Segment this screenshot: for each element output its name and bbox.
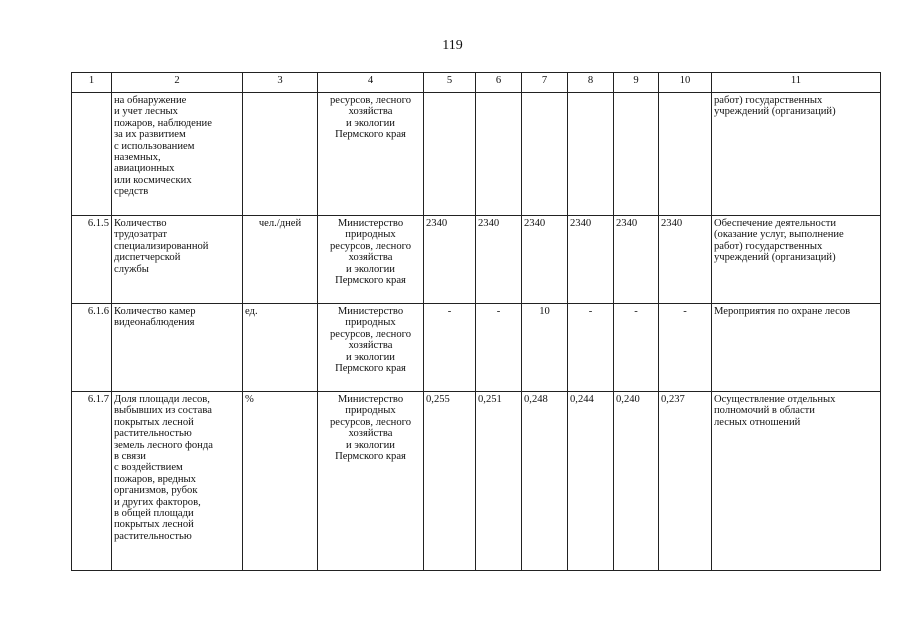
header-cell: 1 [72,73,112,93]
note-text: работ) государственных учреждений (организаций) [714,95,836,118]
agency-cell [318,216,424,304]
note-text: Обеспечение деятельности (оказание услуг, выполнение работ) государственных учреждений (организаций) [714,218,844,264]
agency-name: Министерство природных ресурсов, лесного хозяйства и экологии Пермского края [329,218,411,287]
header-cell: 10 [659,73,712,93]
value-cell: 2340 [659,216,712,304]
agency-cell [318,392,424,571]
header-cell: 9 [614,73,659,93]
agency-cell [318,93,424,216]
table-row [72,93,881,216]
value-cell [424,93,476,216]
header-cell: 5 [424,73,476,93]
value-cell: - [424,304,476,392]
table-row [72,304,881,392]
value-cell: 2340 [522,216,568,304]
note-text: Мероприятия по охране лесов [714,306,851,317]
value-cell [568,93,614,216]
value-cell: - [659,304,712,392]
value-cell: 2340 [568,216,614,304]
value-cell: 10 [522,304,568,392]
unit-cell: чел./дней [243,216,318,304]
indicator-name: на обнаружение и учет лесных пожаров, наблюдение за их развитием с использованием наземных, авиационных или космических средств [114,95,212,198]
header-cell: 4 [318,73,424,93]
header-cell: 2 [112,73,243,93]
page-number: 119 [442,38,463,53]
value-cell [659,93,712,216]
note-text: Осуществление отдельных полномочий в области лесных отношений [714,394,836,428]
indicator-name: Доля площади лесов, выбывших из состава покрытых лесной растительностью земель лесного фонда в связи с воздействием пожаров, вредных организмов, рубок и других факторов, в общей площади покрытых лесной растительностью [114,394,213,542]
agency-name: ресурсов, лесного хозяйства и экологии Пермского края [329,95,411,141]
indicator-name: Количество камер видеонаблюдения [114,306,196,329]
value-cell: 0,255 [424,392,476,571]
value-cell: 0,240 [614,392,659,571]
header-cell: 7 [522,73,568,93]
unit-cell [243,93,318,216]
value-cell: - [476,304,522,392]
value-cell: 0,248 [522,392,568,571]
row-number-cell: 6.1.5 [72,216,112,304]
value-cell: - [614,304,659,392]
header-cell: 11 [712,73,881,93]
row-number-cell: 6.1.6 [72,304,112,392]
value-cell: 2340 [614,216,659,304]
indicator-name-cell [112,304,243,392]
row-number-cell: 6.1.7 [72,392,112,571]
value-cell [614,93,659,216]
indicator-name-cell [112,93,243,216]
note-cell [712,304,881,392]
unit-cell: ед. [243,304,318,392]
agency-name: Министерство природных ресурсов, лесного хозяйства и экологии Пермского края [329,394,411,463]
agency-name: Министерство природных ресурсов, лесного хозяйства и экологии Пермского края [329,306,411,375]
value-cell: 0,251 [476,392,522,571]
indicators-table [71,72,881,571]
table-header-row [72,73,881,93]
header-cell: 3 [243,73,318,93]
indicator-name: Количество трудозатрат специализированной диспетчерской службы [114,218,209,275]
value-cell: 2340 [424,216,476,304]
header-cell: 8 [568,73,614,93]
note-cell [712,216,881,304]
row-number-cell [72,93,112,216]
unit-cell: % [243,392,318,571]
indicator-name-cell [112,216,243,304]
table-row [72,216,881,304]
table-row [72,392,881,571]
value-cell [522,93,568,216]
value-cell: 0,237 [659,392,712,571]
note-cell [712,392,881,571]
note-cell [712,93,881,216]
value-cell: 2340 [476,216,522,304]
agency-cell [318,304,424,392]
value-cell: 0,244 [568,392,614,571]
value-cell [476,93,522,216]
indicator-name-cell [112,392,243,571]
value-cell: - [568,304,614,392]
header-cell: 6 [476,73,522,93]
